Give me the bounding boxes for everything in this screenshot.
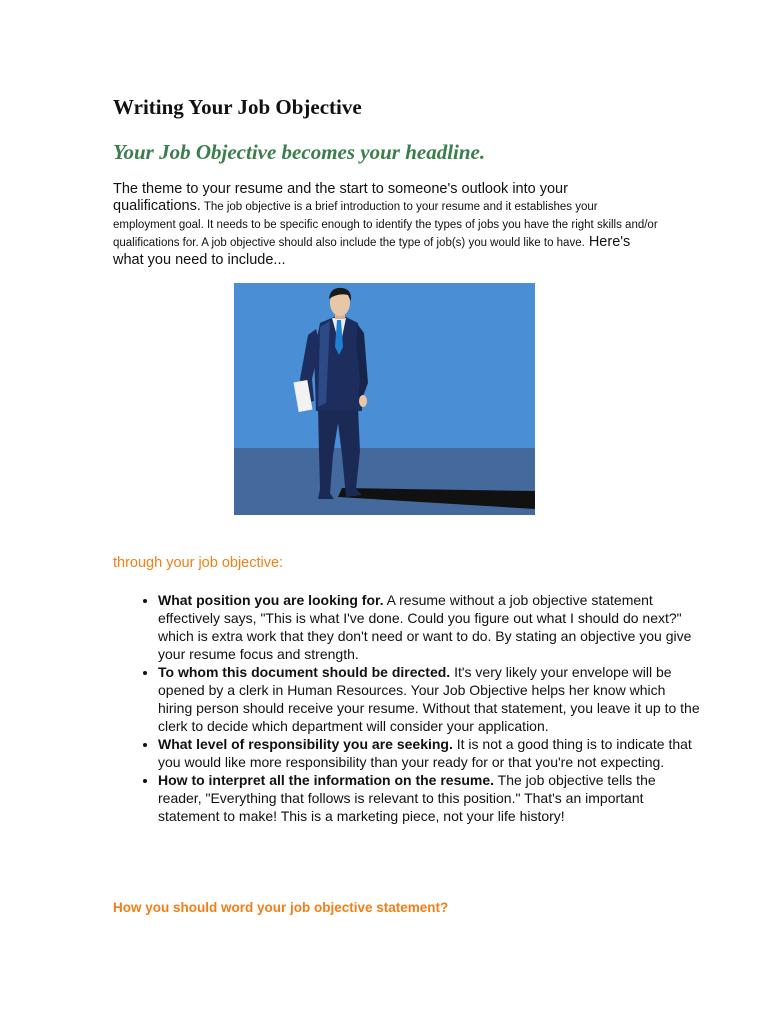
- list-item-text: The job objective tells the reader, "Everything that follows is relevant to this position." That's an important statement to make! This is a marketing piece, not your life history!: [158, 772, 656, 824]
- intro-paragraph: [113, 181, 658, 269]
- businessman-illustration: [234, 283, 535, 515]
- intro-text-large-end: Here's what you need to include...: [113, 234, 631, 268]
- list-item: [158, 771, 703, 825]
- list-item-text: It's very likely your envelope will be opened by a clerk in Human Resources. Your Job Objective helps her know which hiring person should receive your resume. Without that statement, you leave it up to the clerk to decide which department will consider your application.: [158, 664, 700, 734]
- section-heading: through your job objective:: [113, 555, 284, 571]
- list-item-bold: How to interpret all the information on the resume.: [158, 772, 495, 788]
- list-item: [158, 663, 703, 735]
- list-item-text: It is not a good thing is to indicate that you would like more responsibility than your ready for or that you're not expecting.: [158, 736, 692, 770]
- requirements-list: [113, 591, 703, 825]
- illustration-sky: [234, 283, 535, 448]
- figure-hand: [359, 395, 367, 407]
- list-item-text: A resume without a job objective statement effectively says, "This is what I've done. Could you figure out what I should do next?" which is extra work that they don't need or want to do. By stating an objective you give your resume focus and strength.: [158, 592, 692, 662]
- intro-text-large: The theme to your resume and the start to someone's outlook into your qualifications.: [113, 181, 568, 214]
- list-item: [158, 735, 703, 771]
- headline: Your Job Objective becomes your headline.: [113, 140, 486, 164]
- bottom-heading: How you should word your job objective statement?: [113, 900, 449, 915]
- page-title: Writing Your Job Objective: [113, 95, 362, 119]
- list-item-bold: What level of responsibility you are seeking.: [158, 736, 453, 752]
- list-item: [158, 591, 703, 663]
- intro-text-small: The job objective is a brief introduction to your resume and it establishes your employment goal. It needs to be specific enough to identify the types of jobs you have the right skills and/or qualifications for. A job objective should also include the type of job(s) you would like to have.: [113, 201, 658, 249]
- list-item-bold: What position you are looking for.: [158, 592, 384, 608]
- list-item-bold: To whom this document should be directed.: [158, 664, 451, 680]
